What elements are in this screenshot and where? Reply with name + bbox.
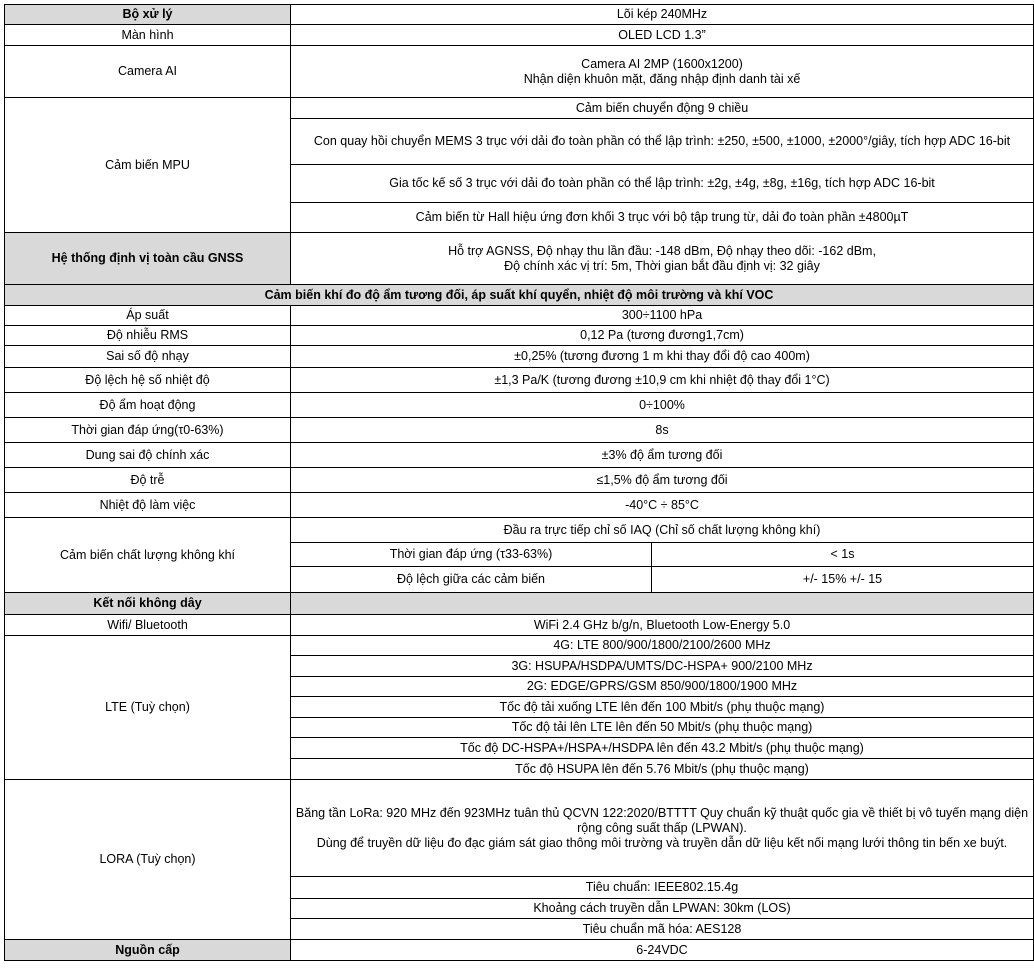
table-row: [5, 780, 1034, 877]
cpu-label: Bộ xử lý: [5, 5, 291, 25]
sensitivity-error-label: Sai số độ nhạy: [5, 346, 291, 368]
camera-value-line1: Camera AI 2MP (1600x1200): [581, 56, 743, 71]
lora-description: [291, 780, 1034, 877]
temp-coefficient-label: Độ lệch hệ số nhiệt độ: [5, 368, 291, 393]
table-row: [5, 5, 1034, 25]
env-section-header: Cảm biến khí đo độ ẩm tương đối, áp suất khí quyển, nhiệt độ môi trường và khí VOC: [5, 285, 1034, 306]
table-row: [5, 518, 1034, 543]
table-row: [5, 593, 1034, 615]
table-row: [5, 615, 1034, 636]
mpu-label: Cảm biến MPU: [5, 98, 291, 233]
lora-label: LORA (Tuỳ chọn): [5, 780, 291, 940]
wireless-section-blank: [291, 593, 1034, 615]
gnss-value-line2: Độ chính xác vị trí: 5m, Thời gian bắt đầu định vị: 32 giây: [504, 258, 820, 273]
gnss-label: Hệ thống định vị toàn cầu GNSS: [5, 233, 291, 285]
table-row: [5, 46, 1034, 98]
accuracy-tolerance-label: Dung sai độ chính xác: [5, 443, 291, 468]
lora-standard: Tiêu chuẩn: IEEE802.15.4g: [291, 877, 1034, 899]
lte-item-3g: 3G: HSUPA/HSDPA/UMTS/DC-HSPA+ 900/2100 MHz: [291, 656, 1034, 677]
lte-item-upload: Tốc độ tải lên LTE lên đến 50 Mbit/s (phụ thuộc mạng): [291, 718, 1034, 738]
wifi-label: Wifi/ Bluetooth: [5, 615, 291, 636]
table-row: [5, 636, 1034, 656]
table-row: [5, 346, 1034, 368]
table-row: [5, 98, 1034, 119]
lora-description-line1: Băng tần LoRa: 920 MHz đến 923MHz tuân thủ QCVN 122:2020/BTTTT Quy chuẩn kỹ thuật quốc gia về thiết bị vô tuyến mạng diện rộng công suất thấp (LPWAN).: [295, 805, 1029, 835]
humidity-label: Độ ẩm hoạt động: [5, 393, 291, 418]
table-row: [5, 326, 1034, 346]
table-row: [5, 393, 1034, 418]
hysteresis-label: Độ trễ: [5, 468, 291, 493]
lora-range: Khoảng cách truyền dẫn LPWAN: 30km (LOS): [291, 899, 1034, 919]
operating-temp-label: Nhiệt độ làm việc: [5, 493, 291, 518]
wifi-value: WiFi 2.4 GHz b/g/n, Bluetooth Low-Energy 5.0: [291, 615, 1034, 636]
table-row: [5, 940, 1034, 961]
lte-item-2g: 2G: EDGE/GPRS/GSM 850/900/1800/1900 MHz: [291, 677, 1034, 697]
air-response-label: Thời gian đáp ứng (τ33-63%): [291, 543, 652, 567]
air-deviation-label: Độ lệch giữa các cảm biến: [291, 567, 652, 593]
rms-noise-value: 0,12 Pa (tương đương1,7cm): [291, 326, 1034, 346]
air-quality-output: Đầu ra trực tiếp chỉ số IAQ (Chỉ số chất lượng không khí): [291, 518, 1034, 543]
wireless-section-header: Kết nối không dây: [5, 593, 291, 615]
temp-coefficient-value: ±1,3 Pa/K (tương đương ±10,9 cm khi nhiệt độ thay đổi 1°C): [291, 368, 1034, 393]
sensitivity-error-value: ±0,25% (tương đương 1 m khi thay đổi độ cao 400m): [291, 346, 1034, 368]
cpu-value: Lõi kép 240MHz: [291, 5, 1034, 25]
lte-label: LTE (Tuỳ chọn): [5, 636, 291, 780]
power-value: 6-24VDC: [291, 940, 1034, 961]
hysteresis-value: ≤1,5% độ ẩm tương đối: [291, 468, 1034, 493]
humidity-value: 0÷100%: [291, 393, 1034, 418]
lora-description-line2: Dùng để truyền dữ liệu đo đạc giám sát giao thông môi trường và truyền dẫn dữ liệu kết nối mạng lưới thông tin bến xe buýt.: [316, 835, 1008, 850]
lte-item-hsupa: Tốc độ HSUPA lên đến 5.76 Mbit/s (phụ thuộc mạng): [291, 759, 1034, 780]
mpu-item-1: Cảm biến chuyển động 9 chiều: [291, 98, 1034, 119]
air-response-value: < 1s: [652, 543, 1034, 567]
response-time-label: Thời gian đáp ứng(τ0-63%): [5, 418, 291, 443]
screen-value: OLED LCD 1.3”: [291, 25, 1034, 46]
spec-table: [4, 4, 1034, 961]
gnss-value-line1: Hỗ trợ AGNSS, Độ nhạy thu lần đầu: -148 dBm, Độ nhạy theo dõi: -162 dBm,: [448, 243, 876, 258]
mpu-item-2: Con quay hồi chuyển MEMS 3 trục với dải đo toàn phần có thể lập trình: ±250, ±500, ±1000, ±2000°/giây, tích hợp ADC 16-bit: [291, 119, 1034, 165]
response-time-value: 8s: [291, 418, 1034, 443]
pressure-value: 300÷1100 hPa: [291, 306, 1034, 326]
camera-value: [291, 46, 1034, 98]
table-row: [5, 233, 1034, 285]
pressure-label: Áp suất: [5, 306, 291, 326]
camera-label: Camera AI: [5, 46, 291, 98]
accuracy-tolerance-value: ±3% độ ẩm tương đối: [291, 443, 1034, 468]
table-row: [5, 25, 1034, 46]
gnss-value: [291, 233, 1034, 285]
table-row: [5, 468, 1034, 493]
operating-temp-value: -40°C ÷ 85°C: [291, 493, 1034, 518]
table-row: [5, 368, 1034, 393]
lte-item-dc-hspa: Tốc độ DC-HSPA+/HSPA+/HSDPA lên đến 43.2 Mbit/s (phụ thuộc mạng): [291, 738, 1034, 759]
table-row: [5, 418, 1034, 443]
mpu-item-3: Gia tốc kế số 3 trục với dải đo toàn phần có thể lập trình: ±2g, ±4g, ±8g, ±16g, tích hợp ADC 16-bit: [291, 165, 1034, 203]
lte-item-4g: 4G: LTE 800/900/1800/2100/2600 MHz: [291, 636, 1034, 656]
table-row: [5, 306, 1034, 326]
air-deviation-value: +/- 15% +/- 15: [652, 567, 1034, 593]
camera-value-line2: Nhận diện khuôn mặt, đăng nhập định danh tài xế: [523, 71, 801, 86]
air-quality-label: Cảm biến chất lượng không khí: [5, 518, 291, 593]
table-row: [5, 285, 1034, 306]
mpu-item-4: Cảm biến từ Hall hiệu ứng đơn khối 3 trục với bộ tập trung từ, dải đo toàn phần ±4800µT: [291, 203, 1034, 233]
table-row: [5, 493, 1034, 518]
power-label: Nguồn cấp: [5, 940, 291, 961]
lte-item-download: Tốc độ tải xuống LTE lên đến 100 Mbit/s (phụ thuộc mạng): [291, 697, 1034, 718]
screen-label: Màn hình: [5, 25, 291, 46]
lora-encryption: Tiêu chuẩn mã hóa: AES128: [291, 919, 1034, 940]
table-row: [5, 443, 1034, 468]
rms-noise-label: Độ nhiễu RMS: [5, 326, 291, 346]
